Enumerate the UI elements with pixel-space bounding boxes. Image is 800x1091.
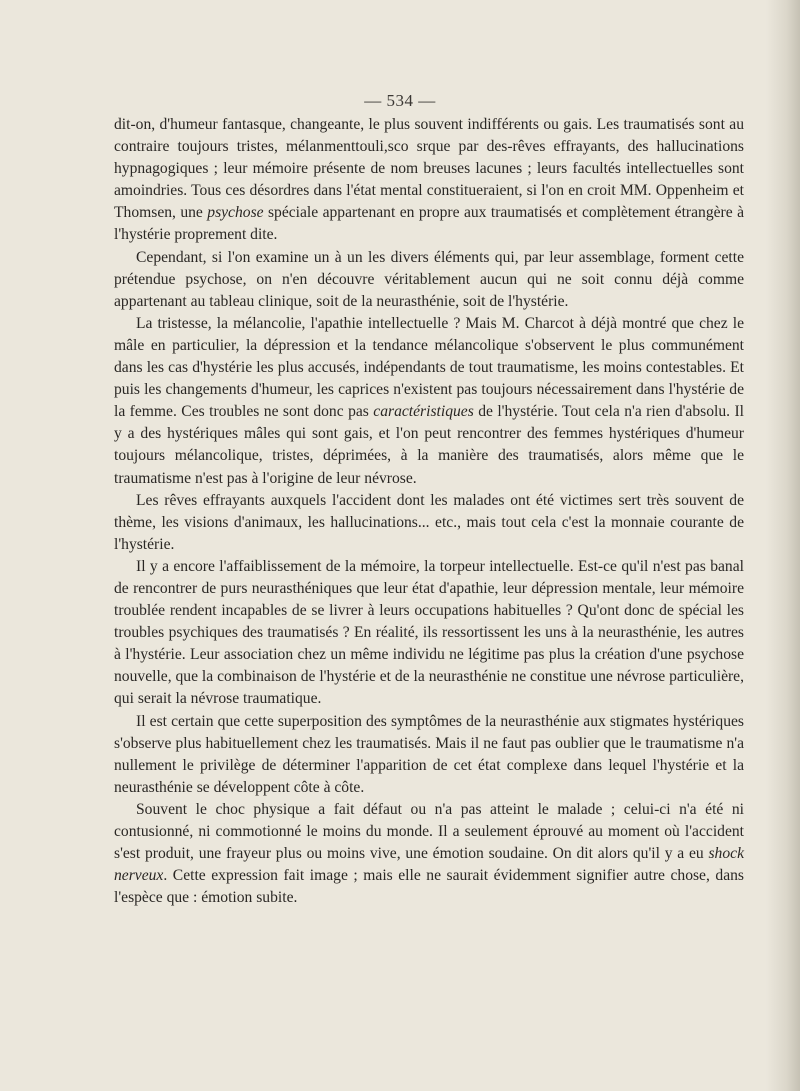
paragraph-2 — [114, 247, 744, 313]
italic-term-psychose: psychose — [207, 204, 264, 222]
paragraph-1 — [114, 114, 744, 247]
text-run: . Cette expression fait image ; mais elle ne saurait évidemment signifier autre chose, dans l'espèce que : émotion subite. — [114, 867, 744, 907]
page-body — [114, 114, 744, 909]
italic-term-caracteristiques: caractéristiques — [373, 403, 474, 421]
text-run: La tristesse, la mélancolie, l'apathie intellectuelle ? Mais M. Charcot à déjà montré que chez le mâle en particulier, la dépression et la tendance mélancolique s'observent le plus communément dans les cas d'hystérie les plus accusés, indépendants de tout traumatisme, les moins contestables. Et puis les changements d'humeur, les caprices n'existent pas toujours nécessairement dans l'hystérie de la femme. Ces troubles ne sont donc pas — [114, 314, 744, 421]
text-run: spéciale appartenant en propre aux traumatisés et complètement étrangère à l'hystérie proprement dite. — [114, 204, 744, 244]
page-number: — 534 — — [364, 91, 436, 110]
paragraph-5 — [114, 556, 744, 711]
page-edge-shadow — [766, 0, 800, 1091]
text-run: Cependant, si l'on examine un à un les divers éléments qui, par leur assemblage, forment cette prétendue psychose, on n'en découvre véritablement aucun qui ne soit connu déjà comme appartenant au tableau clinique, soit de la neurasthénie, soit de l'hystérie. — [114, 248, 744, 310]
text-run: de l'hystérie. Tout cela n'a rien d'absolu. Il y a des hystériques mâles qui sont gais, et l'on peut rencontrer des femmes hystériques d'humeur toujours mélancolique, tristes, déprimées, à la manière des traumatisés, alors même que le traumatisme n'est pas à l'origine de leur névrose. — [114, 403, 744, 487]
text-run: Il y a encore l'affaiblissement de la mémoire, la torpeur intellectuelle. Est-ce qu'il n'est pas banal de rencontrer de purs neurasthéniques que leur état d'apathie, leur dépression mentale, leur mémoire troublée rendent incapables de se livrer à leurs occupations habituelles ? Qu'ont donc de spécial les troubles psychiques des traumatisés ? En réalité, ils ressortissent les uns à la neurasthénie, les autres à l'hystérie. Leur association chez un même individu ne légitime pas plus la création d'une psychose nouvelle, que la combinaison de l'hystérie et de la neurasthénie ne constitue une névrose particulière, qui serait la névrose traumatique. — [114, 557, 744, 708]
text-run: dit-on, d'humeur fantasque, changeante, le plus souvent indifférents ou gais. Les traumatisés sont au contraire toujours tristes, mélanmenttouli,sco srque par des-rêves effrayants, des hallucinations hypnagogiques ; leur mémoire présente de nom breuses lacunes ; leurs facultés intellectuelles sont amoindries. Tous ces désordres dans l'état mental constitueraient, si l'on en croit MM. Oppenheim et Thomsen, une — [114, 116, 744, 222]
paragraph-7 — [114, 799, 744, 909]
text-run: Souvent le choc physique a fait défaut ou n'a pas atteint le malade ; celui-ci n'a été ni contusionné, ni commotionné le moins du monde. Il a seulement éprouvé au moment où l'accident s'est produit, une frayeur plus ou moins vive, une émotion soudaine. On dit alors qu'il y a eu — [114, 800, 744, 863]
italic-term-shock-nerveux: shock nerveux — [114, 845, 744, 885]
text-run: Les rêves effrayants auxquels l'accident dont les malades ont été victimes sert très souvent de thème, les visions d'animaux, les hallucinations... etc., mais tout cela c'est la monnaie courante de l'hystérie. — [114, 491, 744, 553]
paragraph-6 — [114, 711, 744, 799]
text-run: Il est certain que cette superposition des symptômes de la neurasthénie aux stigmates hystériques s'observe plus habituellement chez les traumatisés. Mais il ne faut pas oublier que le traumatisme n'a nullement le privilège de déterminer l'apparition de cet état complexe dans lequel l'hystérie et la neurasthénie se développent côte à côte. — [114, 712, 744, 796]
paragraph-3 — [114, 313, 744, 490]
paragraph-4 — [114, 490, 744, 556]
